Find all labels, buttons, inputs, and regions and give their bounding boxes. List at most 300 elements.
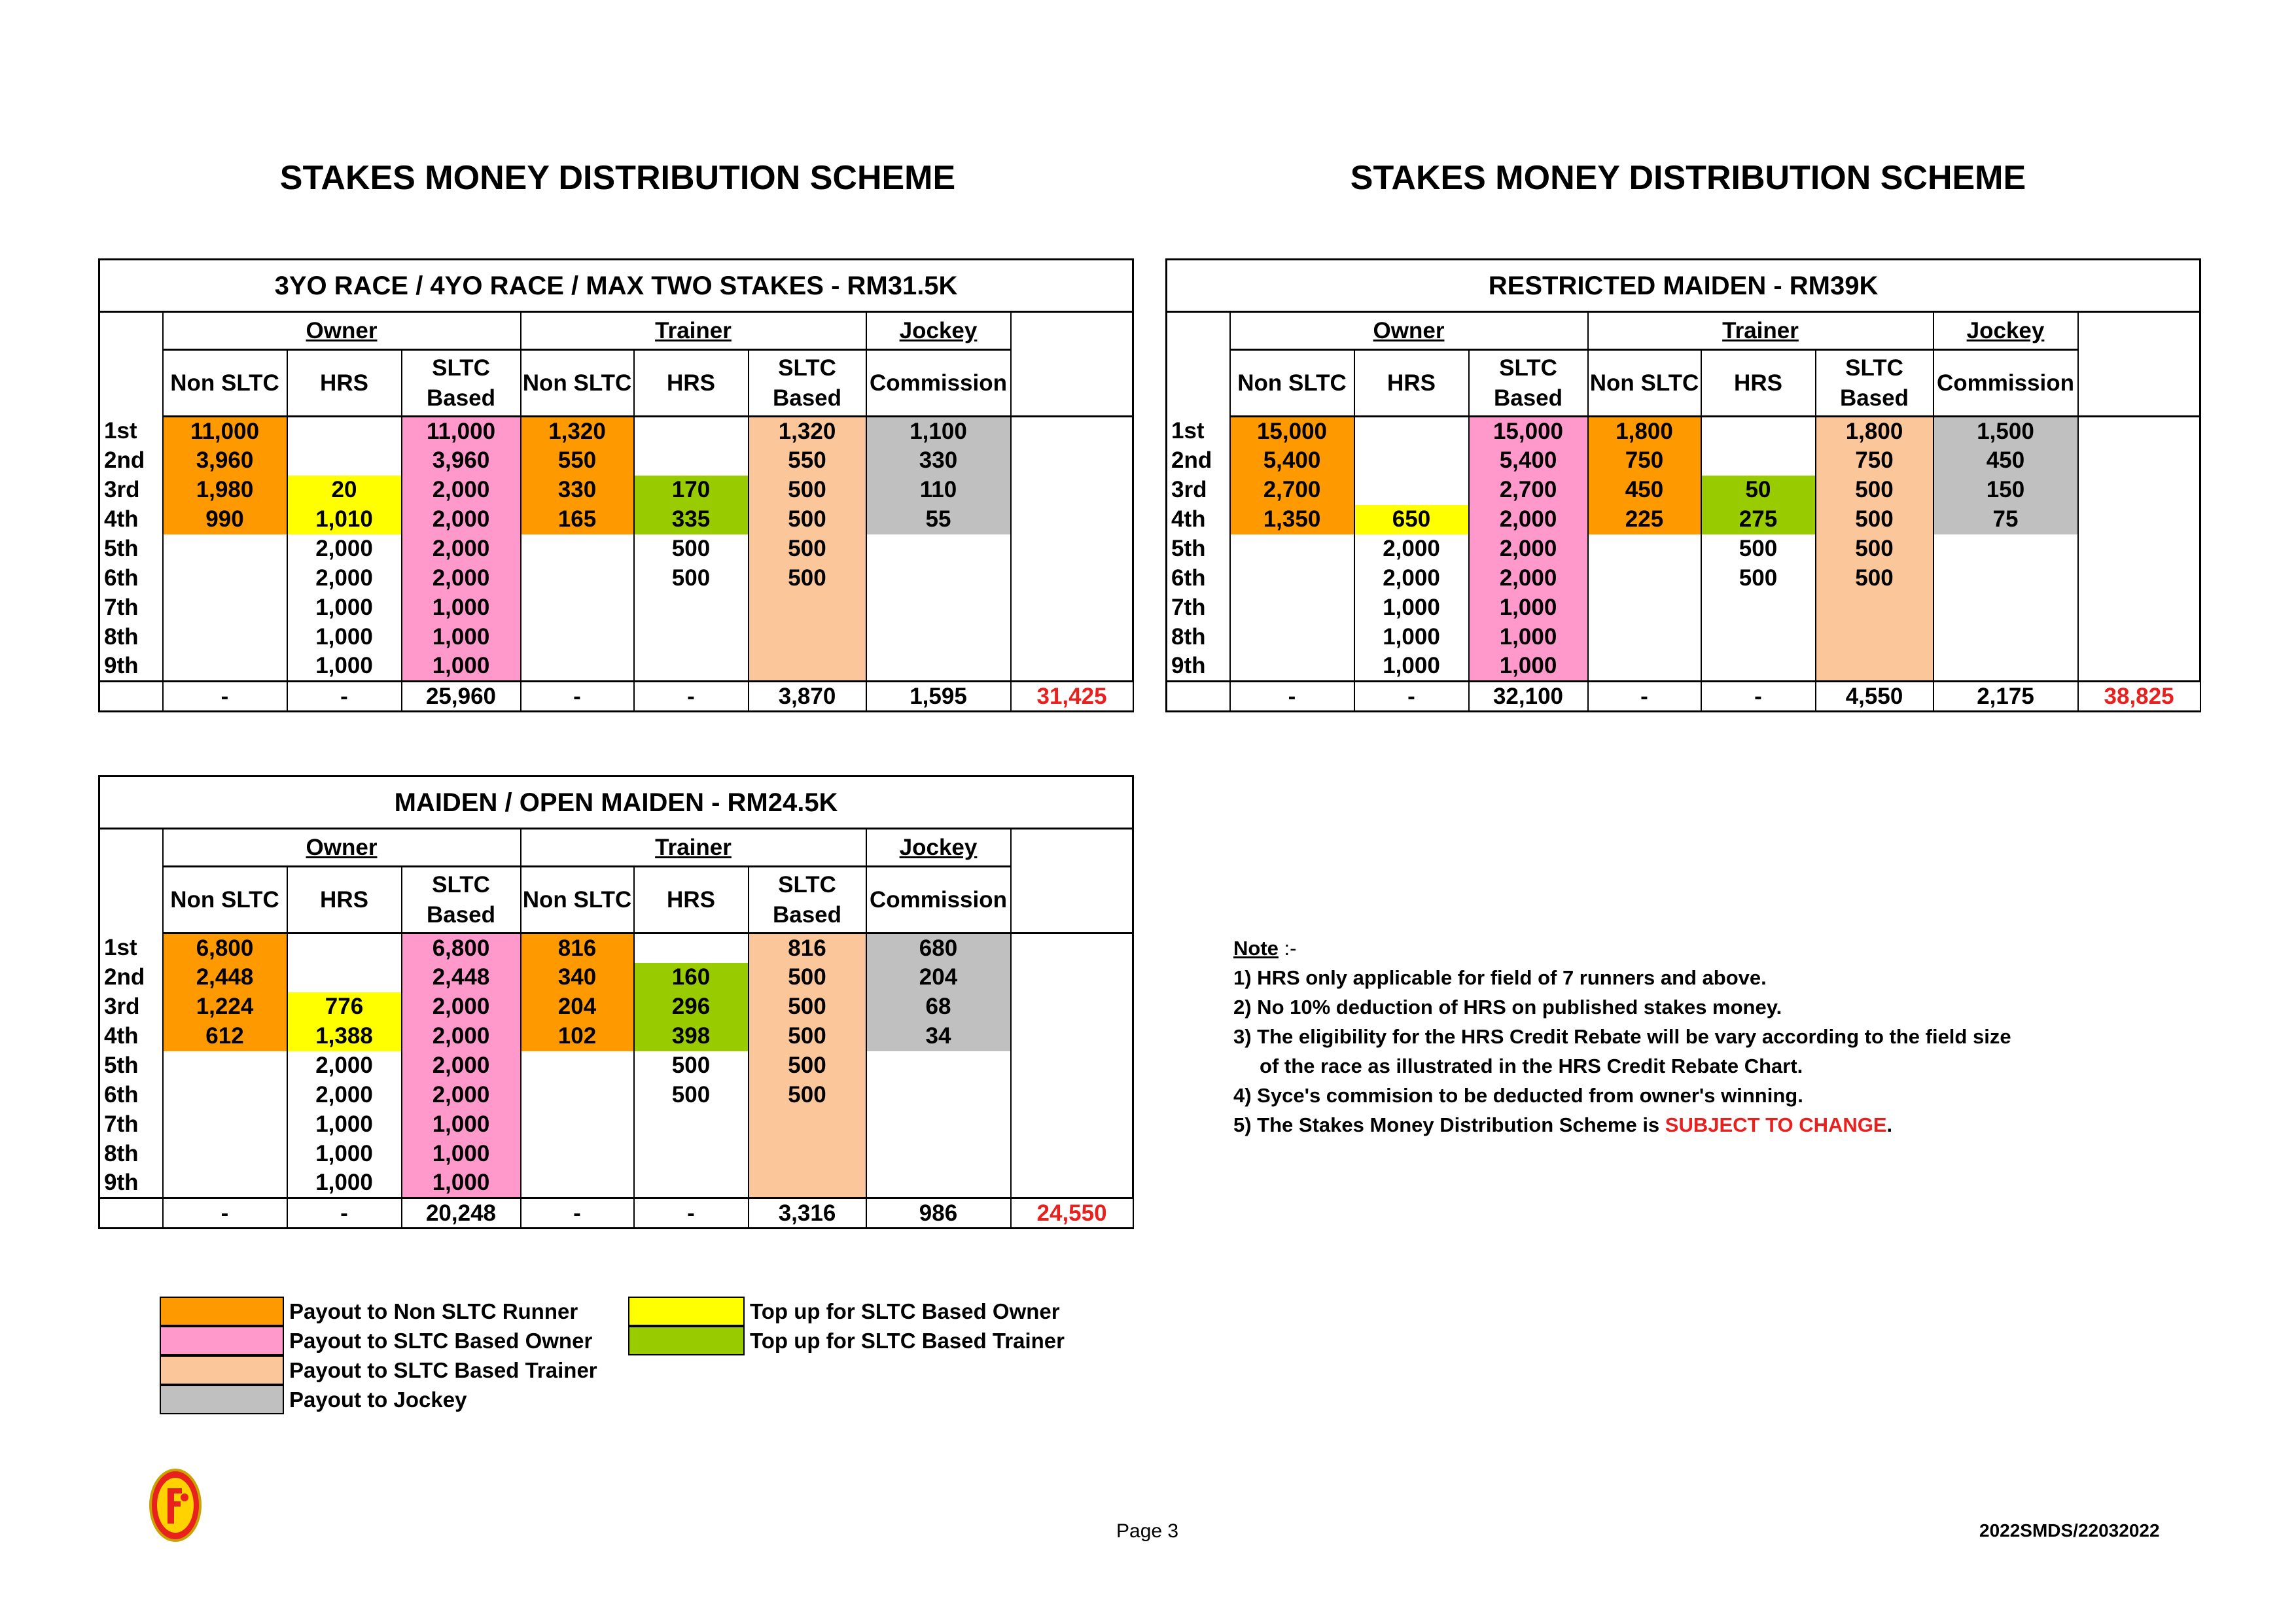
table-cell: 500 [1816, 534, 1934, 564]
place-label: 9th [99, 1169, 163, 1198]
table-cell [2078, 564, 2200, 593]
place-label: 2nd [99, 446, 163, 476]
table-cell [2078, 593, 2200, 623]
table-cell: 330 [866, 446, 1011, 476]
table-cell: 3,960 [402, 446, 521, 476]
table-cell: 500 [749, 1051, 866, 1081]
table-cell: 1,000 [1354, 623, 1469, 652]
table-cell [749, 1140, 866, 1169]
place-label: 7th [1167, 593, 1230, 623]
table-cell: 1,000 [287, 652, 402, 682]
legend-label: Payout to Jockey [289, 1387, 467, 1412]
table-cell [1230, 534, 1354, 564]
table-cell [1701, 446, 1816, 476]
table-cell: 500 [749, 564, 866, 593]
table-cell [287, 934, 402, 963]
table-cell: 2,000 [402, 476, 521, 505]
table-cell: 170 [634, 476, 749, 505]
note-item-continued: of the race as illustrated in the HRS Credit Rebate Chart. [1260, 1055, 1803, 1077]
header-line: SLTC [432, 871, 490, 898]
table-row [99, 1051, 1133, 1081]
col-header-non-sltc: Non SLTC [521, 350, 634, 417]
table-cell [1354, 417, 1469, 446]
total-cell: 3,870 [749, 682, 866, 712]
table-row [99, 446, 1133, 476]
table-cell: 500 [1701, 564, 1816, 593]
table-cell: 102 [521, 1022, 634, 1051]
table-cell [634, 1140, 749, 1169]
col-header-non-sltc: Non SLTC [163, 350, 287, 417]
header-line: SLTC [432, 355, 490, 381]
table-cell: 750 [1588, 446, 1701, 476]
col-header-hrs: HRS [1701, 350, 1816, 417]
table-cell: 1,980 [163, 476, 287, 505]
table-row [99, 505, 1133, 534]
totals-row [99, 682, 1133, 712]
table-cell [1934, 564, 2078, 593]
table-cell [866, 1169, 1011, 1198]
table-cell: 225 [1588, 505, 1701, 534]
table-row [1167, 564, 2200, 593]
stakes-table-3yo-4yo-max-two [98, 258, 1134, 712]
note-item: 4) Syce's commision to be deducted from owner's winning. [1233, 1084, 1803, 1107]
table-cell: 160 [634, 963, 749, 992]
place-label: 3rd [1167, 476, 1230, 505]
table-cell [866, 564, 1011, 593]
table-title: 3YO RACE / 4YO RACE / MAX TWO STAKES - RM31.5K [99, 260, 1133, 312]
legend-item-sltc-trainer [160, 1355, 597, 1385]
legend-label: Top up for SLTC Based Trainer [750, 1328, 1065, 1353]
place-label: 2nd [1167, 446, 1230, 476]
table-cell [866, 1140, 1011, 1169]
table-cell [1011, 1169, 1133, 1198]
table-cell [1011, 623, 1133, 652]
table-cell: 550 [521, 446, 634, 476]
legend-item-topup-owner [628, 1297, 1065, 1326]
total-cell: - [287, 682, 402, 712]
header-line: Based [772, 385, 842, 411]
table-cell: 500 [749, 1081, 866, 1110]
table-cell [1011, 1022, 1133, 1051]
table-title: RESTRICTED MAIDEN - RM39K [1167, 260, 2200, 312]
total-cell: - [1230, 682, 1354, 712]
table-cell [163, 652, 287, 682]
table-cell: 1,000 [1469, 652, 1588, 682]
place-label: 6th [1167, 564, 1230, 593]
table-cell [866, 623, 1011, 652]
table-cell: 500 [1816, 505, 1934, 534]
table-cell [521, 593, 634, 623]
header-blank [99, 829, 163, 934]
total-cell: 3,316 [749, 1198, 866, 1229]
table-cell: 450 [1588, 476, 1701, 505]
table-row [99, 1169, 1133, 1198]
total-cell: - [1701, 682, 1816, 712]
table-cell [749, 652, 866, 682]
col-header-commission: Commission [866, 867, 1011, 934]
place-label: 3rd [99, 992, 163, 1022]
total-cell: 1,595 [866, 682, 1011, 712]
total-cell: 25,960 [402, 682, 521, 712]
place-label: 5th [99, 534, 163, 564]
table-cell [2078, 505, 2200, 534]
table-cell: 500 [749, 963, 866, 992]
group-header-trainer: Trainer [521, 312, 866, 350]
table-cell [1011, 476, 1133, 505]
table-cell [2078, 623, 2200, 652]
table-cell: 1,000 [402, 1169, 521, 1198]
table-row [99, 652, 1133, 682]
table-cell [1588, 534, 1701, 564]
header-line: Based [426, 385, 496, 411]
table-row [1167, 623, 2200, 652]
totals-blank [1167, 682, 1230, 712]
table-cell [1011, 564, 1133, 593]
header-line: SLTC [1845, 355, 1903, 381]
table-cell [2078, 534, 2200, 564]
total-cell: - [163, 682, 287, 712]
table-cell [634, 417, 749, 446]
table-cell [866, 534, 1011, 564]
total-cell: - [521, 682, 634, 712]
header-line: SLTC [1499, 355, 1557, 381]
table-cell [1011, 1081, 1133, 1110]
notes-block [1233, 934, 2011, 1140]
table-cell [1354, 446, 1469, 476]
table-cell [1354, 476, 1469, 505]
notes-heading [1233, 934, 2011, 963]
table-cell [749, 1169, 866, 1198]
table-cell: 150 [1934, 476, 2078, 505]
place-label: 5th [1167, 534, 1230, 564]
table-cell: 2,000 [1469, 564, 1588, 593]
table-row [99, 564, 1133, 593]
header-blank [2078, 312, 2200, 417]
table-cell: 2,000 [402, 1051, 521, 1081]
col-header-non-sltc: Non SLTC [521, 867, 634, 934]
table-cell [163, 1140, 287, 1169]
table-cell: 1,000 [1469, 623, 1588, 652]
notes-title: Note [1233, 937, 1279, 960]
table-cell: 500 [749, 1022, 866, 1051]
table-cell: 5,400 [1469, 446, 1588, 476]
group-header-owner: Owner [163, 312, 521, 350]
table-cell: 1,000 [287, 1140, 402, 1169]
group-header-owner: Owner [1230, 312, 1588, 350]
group-header-jockey: Jockey [866, 829, 1011, 867]
table-cell [1701, 623, 1816, 652]
totals-blank [99, 682, 163, 712]
table-cell [163, 1110, 287, 1140]
note-item [1233, 1110, 2011, 1140]
table-cell: 15,000 [1230, 417, 1354, 446]
table-cell [1701, 417, 1816, 446]
table-cell [163, 1169, 287, 1198]
table-cell: 34 [866, 1022, 1011, 1051]
totals-row [1167, 682, 2200, 712]
table-cell: 1,800 [1588, 417, 1701, 446]
table-row [1167, 417, 2200, 446]
table-cell: 2,000 [1469, 534, 1588, 564]
table-row [1167, 593, 2200, 623]
header-blank [1167, 312, 1230, 417]
note-item: 3) The eligibility for the HRS Credit Rebate will be vary according to the field size [1233, 1025, 2011, 1048]
table-cell: 2,000 [287, 564, 402, 593]
table-row [99, 534, 1133, 564]
table-cell: 2,000 [287, 1051, 402, 1081]
table-row [1167, 505, 2200, 534]
table-cell: 1,010 [287, 505, 402, 534]
table-cell: 1,000 [402, 1110, 521, 1140]
table-cell [1816, 623, 1934, 652]
table-cell: 1,350 [1230, 505, 1354, 534]
table-cell: 335 [634, 505, 749, 534]
table-cell [1011, 505, 1133, 534]
table-cell: 776 [287, 992, 402, 1022]
col-header-commission: Commission [866, 350, 1011, 417]
total-cell: 4,550 [1816, 682, 1934, 712]
totals-blank [99, 1198, 163, 1229]
table-cell: 2,448 [163, 963, 287, 992]
table-cell: 2,000 [1469, 505, 1588, 534]
col-header-non-sltc: Non SLTC [1588, 350, 1701, 417]
place-label: 6th [99, 1081, 163, 1110]
colour-legend-left [160, 1297, 597, 1414]
table-cell [1011, 652, 1133, 682]
table-cell [1011, 963, 1133, 992]
table-cell: 75 [1934, 505, 2078, 534]
table-cell: 2,000 [402, 992, 521, 1022]
table-cell: 500 [634, 564, 749, 593]
place-label: 4th [1167, 505, 1230, 534]
table-cell [2078, 476, 2200, 505]
table-cell: 500 [749, 534, 866, 564]
table-cell: 398 [634, 1022, 749, 1051]
note-end: . [1886, 1113, 1893, 1136]
table-cell [866, 593, 1011, 623]
table-cell [634, 623, 749, 652]
table-cell [1011, 1051, 1133, 1081]
table-cell: 296 [634, 992, 749, 1022]
table-cell: 15,000 [1469, 417, 1588, 446]
table-cell [163, 564, 287, 593]
club-logo [149, 1469, 202, 1542]
notes-title-suffix: :- [1278, 937, 1297, 960]
total-cell: 2,175 [1934, 682, 2078, 712]
table-cell [1701, 652, 1816, 682]
header-blank [1011, 312, 1133, 417]
table-cell [634, 446, 749, 476]
table-cell: 11,000 [163, 417, 287, 446]
total-cell: - [521, 1198, 634, 1229]
stakes-table-maiden-open-maiden [98, 775, 1134, 1229]
table-cell [866, 652, 1011, 682]
table-cell: 500 [749, 992, 866, 1022]
table-cell: 6,800 [402, 934, 521, 963]
col-header-sltc-based [749, 867, 866, 934]
group-header-trainer: Trainer [521, 829, 866, 867]
table-cell [1230, 623, 1354, 652]
table-cell: 1,388 [287, 1022, 402, 1051]
place-label: 7th [99, 1110, 163, 1140]
table-cell: 500 [1816, 476, 1934, 505]
table-row [99, 1140, 1133, 1169]
legend-item-sltc-owner [160, 1326, 597, 1355]
table-cell [866, 1051, 1011, 1081]
table-cell: 1,000 [1354, 593, 1469, 623]
legend-swatch-yellow [628, 1297, 745, 1326]
table-cell: 1,000 [402, 623, 521, 652]
table-cell [1011, 934, 1133, 963]
place-label: 1st [1167, 417, 1230, 446]
table-cell [749, 1110, 866, 1140]
table-row [99, 992, 1133, 1022]
table-cell: 816 [749, 934, 866, 963]
table-row [99, 1110, 1133, 1140]
total-cell: - [163, 1198, 287, 1229]
table-cell: 500 [1816, 564, 1934, 593]
table-cell: 20 [287, 476, 402, 505]
table-cell [1701, 593, 1816, 623]
col-header-sltc-based [1469, 350, 1588, 417]
table-cell [163, 1081, 287, 1110]
place-label: 9th [99, 652, 163, 682]
table-row [99, 417, 1133, 446]
col-header-sltc-based [402, 350, 521, 417]
table-cell [2078, 446, 2200, 476]
table-cell: 1,000 [1469, 593, 1588, 623]
table-cell: 1,320 [749, 417, 866, 446]
table-cell [521, 1169, 634, 1198]
place-label: 7th [99, 593, 163, 623]
table-cell: 500 [749, 476, 866, 505]
table-cell: 330 [521, 476, 634, 505]
table-row [99, 934, 1133, 963]
total-cell: - [634, 682, 749, 712]
table-cell: 1,224 [163, 992, 287, 1022]
col-header-hrs: HRS [1354, 350, 1469, 417]
table-cell: 612 [163, 1022, 287, 1051]
table-cell [1230, 564, 1354, 593]
table-cell [521, 1081, 634, 1110]
table-cell: 1,000 [287, 1110, 402, 1140]
total-cell: 32,100 [1469, 682, 1588, 712]
place-label: 8th [1167, 623, 1230, 652]
table-row [1167, 476, 2200, 505]
legend-swatch-peach [160, 1355, 284, 1385]
place-label: 4th [99, 505, 163, 534]
table-row [99, 593, 1133, 623]
group-header-jockey: Jockey [1934, 312, 2078, 350]
table-cell: 110 [866, 476, 1011, 505]
total-cell: 20,248 [402, 1198, 521, 1229]
table-cell: 2,448 [402, 963, 521, 992]
col-header-commission: Commission [1934, 350, 2078, 417]
table-cell: 2,000 [287, 534, 402, 564]
table-cell: 500 [634, 1081, 749, 1110]
legend-swatch-green [628, 1326, 745, 1355]
table-cell: 1,500 [1934, 417, 2078, 446]
col-header-hrs: HRS [287, 350, 402, 417]
place-label: 4th [99, 1022, 163, 1051]
table-cell: 1,000 [287, 1169, 402, 1198]
table-cell: 1,000 [287, 623, 402, 652]
table-row [1167, 534, 2200, 564]
table-cell: 750 [1816, 446, 1934, 476]
table-cell [163, 1051, 287, 1081]
note-item: 1) HRS only applicable for field of 7 runners and above. [1233, 966, 1767, 989]
table-cell: 3,960 [163, 446, 287, 476]
table-cell [634, 593, 749, 623]
table-cell [1230, 593, 1354, 623]
col-header-sltc-based [402, 867, 521, 934]
table-cell [163, 623, 287, 652]
total-cell: - [634, 1198, 749, 1229]
note-text: 5) The Stakes Money Distribution Scheme is [1233, 1113, 1665, 1136]
table-cell: 650 [1354, 505, 1469, 534]
table-cell [1588, 564, 1701, 593]
table-cell [521, 1051, 634, 1081]
legend-item-non-sltc-runner [160, 1297, 597, 1326]
page-heading-right: STAKES MONEY DISTRIBUTION SCHEME [1350, 159, 2026, 197]
table-cell: 2,000 [1354, 564, 1469, 593]
table-cell [866, 1110, 1011, 1140]
totals-row [99, 1198, 1133, 1229]
total-cell: - [1588, 682, 1701, 712]
table-row [99, 476, 1133, 505]
table-cell: 2,700 [1469, 476, 1588, 505]
legend-swatch-grey [160, 1385, 284, 1414]
table-cell: 500 [634, 534, 749, 564]
col-header-hrs: HRS [634, 867, 749, 934]
table-cell: 500 [634, 1051, 749, 1081]
table-cell [521, 623, 634, 652]
grand-total: 24,550 [1011, 1198, 1133, 1229]
table-cell [1588, 623, 1701, 652]
table-cell: 275 [1701, 505, 1816, 534]
table-cell [1934, 623, 2078, 652]
table-row [99, 963, 1133, 992]
place-label: 8th [99, 1140, 163, 1169]
table-cell [1011, 593, 1133, 623]
place-label: 2nd [99, 963, 163, 992]
table-cell: 204 [521, 992, 634, 1022]
table-cell: 340 [521, 963, 634, 992]
table-cell [1011, 534, 1133, 564]
table-cell [1011, 417, 1133, 446]
col-header-hrs: HRS [287, 867, 402, 934]
table-cell [1588, 593, 1701, 623]
grand-total: 38,825 [2078, 682, 2200, 712]
table-cell: 2,000 [402, 1022, 521, 1051]
grand-total: 31,425 [1011, 682, 1133, 712]
table-cell: 11,000 [402, 417, 521, 446]
total-cell: - [287, 1198, 402, 1229]
col-header-sltc-based [749, 350, 866, 417]
table-cell [634, 1110, 749, 1140]
table-cell [2078, 417, 2200, 446]
table-cell: 500 [749, 505, 866, 534]
table-cell [521, 1110, 634, 1140]
header-line: Based [1493, 385, 1563, 411]
place-label: 8th [99, 623, 163, 652]
legend-item-jockey [160, 1385, 597, 1414]
table-cell: 55 [866, 505, 1011, 534]
table-cell: 1,320 [521, 417, 634, 446]
group-header-jockey: Jockey [866, 312, 1011, 350]
place-label: 3rd [99, 476, 163, 505]
table-row [99, 623, 1133, 652]
